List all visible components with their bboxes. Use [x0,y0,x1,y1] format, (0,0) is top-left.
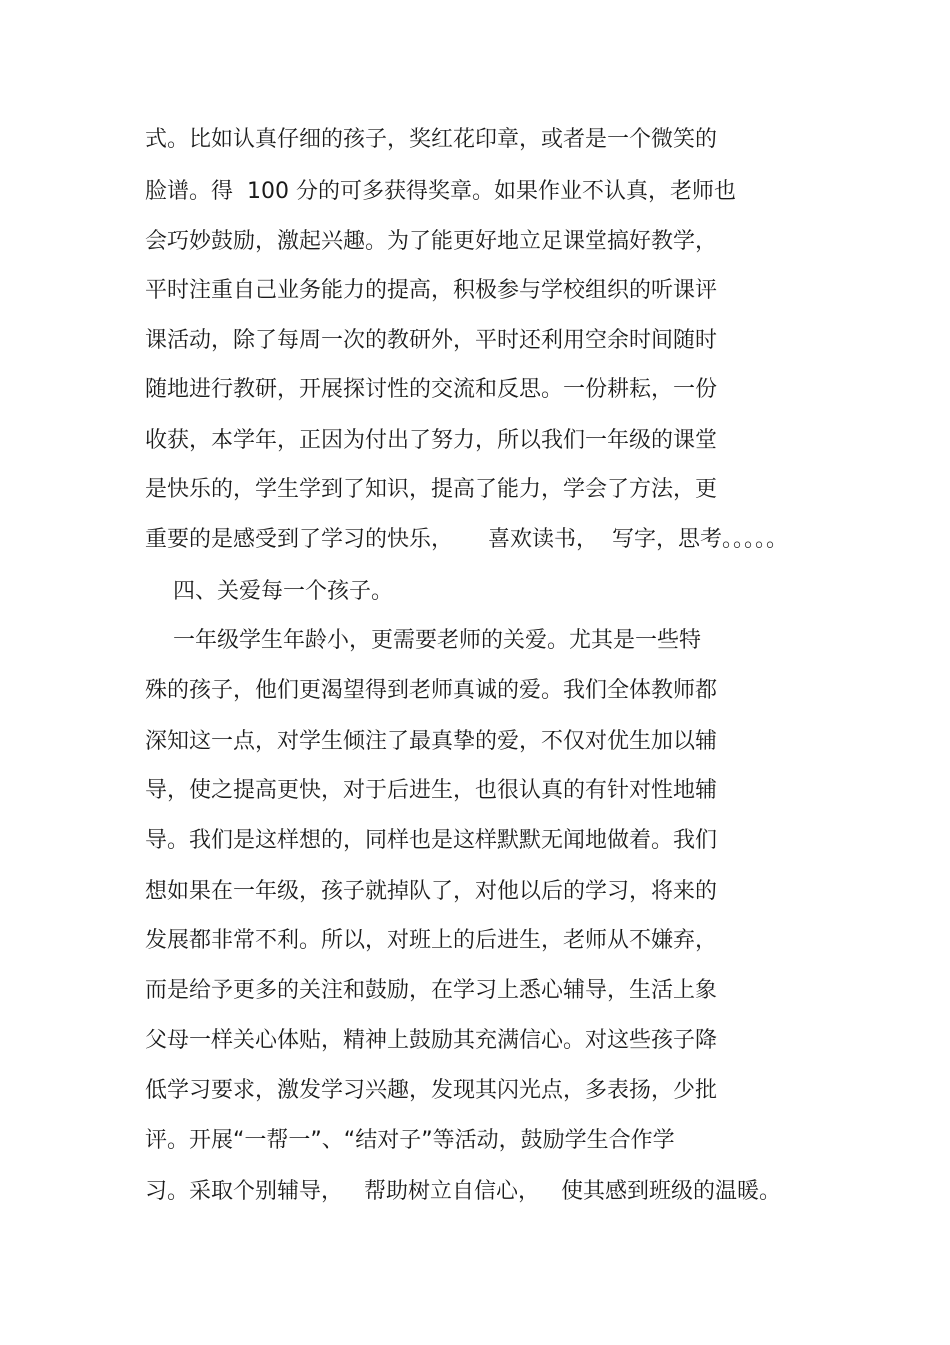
text-line: 式。比如认真仔细的孩子，奖红花印章，或者是一个微笑的 [145,127,718,152]
paragraph-first-line: 一年级学生年龄小，更需要老师的关爱。尤其是一些特 [145,628,701,653]
text-line: 低学习要求，激发学习兴趣，发现其闪光点，多表扬，少批 [145,1078,718,1103]
text-line: 想如果在一年级，孩子就掉队了，对他以后的学习，将来的 [145,879,718,904]
text-line: 收获，本学年，正因为付出了努力，所以我们一年级的课堂 [145,428,718,453]
text-line: 导，使之提高更快，对于后进生，也很认真的有针对性地辅 [145,778,718,803]
text-line: 重要的是感受到了学习的快乐， 喜欢读书， 写字，思考。。。。。 [145,527,788,552]
text-line: 父母一样关心体贴，精神上鼓励其充满信心。对这些孩子降 [145,1028,718,1053]
text-line: 而是给予更多的关注和鼓励，在学习上悉心辅导，生活上象 [145,978,718,1003]
text-line: 平时注重自己业务能力的提高，积极参与学校组织的听课评 [145,278,718,303]
text-line: 深知这一点，对学生倾注了最真挚的爱，不仅对优生加以辅 [145,729,718,754]
text-line: 脸谱。得 100 分的可多获得奖章。如果作业不认真，老师也 [145,179,736,204]
text-line: 随地进行教研，开展探讨性的交流和反思。一份耕耘，一份 [145,377,718,402]
text-line: 习。采取个别辅导， 帮助树立自信心， 使其感到班级的温暖。 [145,1179,781,1204]
text-line: 课活动，除了每周一次的教研外，平时还利用空余时间随时 [145,328,718,353]
text-line: 会巧妙鼓励，激起兴趣。为了能更好地立足课堂搞好教学， [145,229,718,254]
text-line: 发展都非常不利。所以，对班上的后进生，老师从不嫌弃， [145,928,718,953]
section-heading: 四、关爱每一个孩子。 [145,579,393,604]
text-line: 是快乐的，学生学到了知识，提高了能力，学会了方法，更 [145,477,718,502]
text-line: 评。开展“一帮一”、“结对子”等活动，鼓励学生合作学 [145,1128,675,1153]
text-line: 导。我们是这样想的，同样也是这样默默无闻地做着。我们 [145,828,718,853]
text-line: 殊的孩子，他们更渴望得到老师真诚的爱。我们全体教师都 [145,678,718,703]
